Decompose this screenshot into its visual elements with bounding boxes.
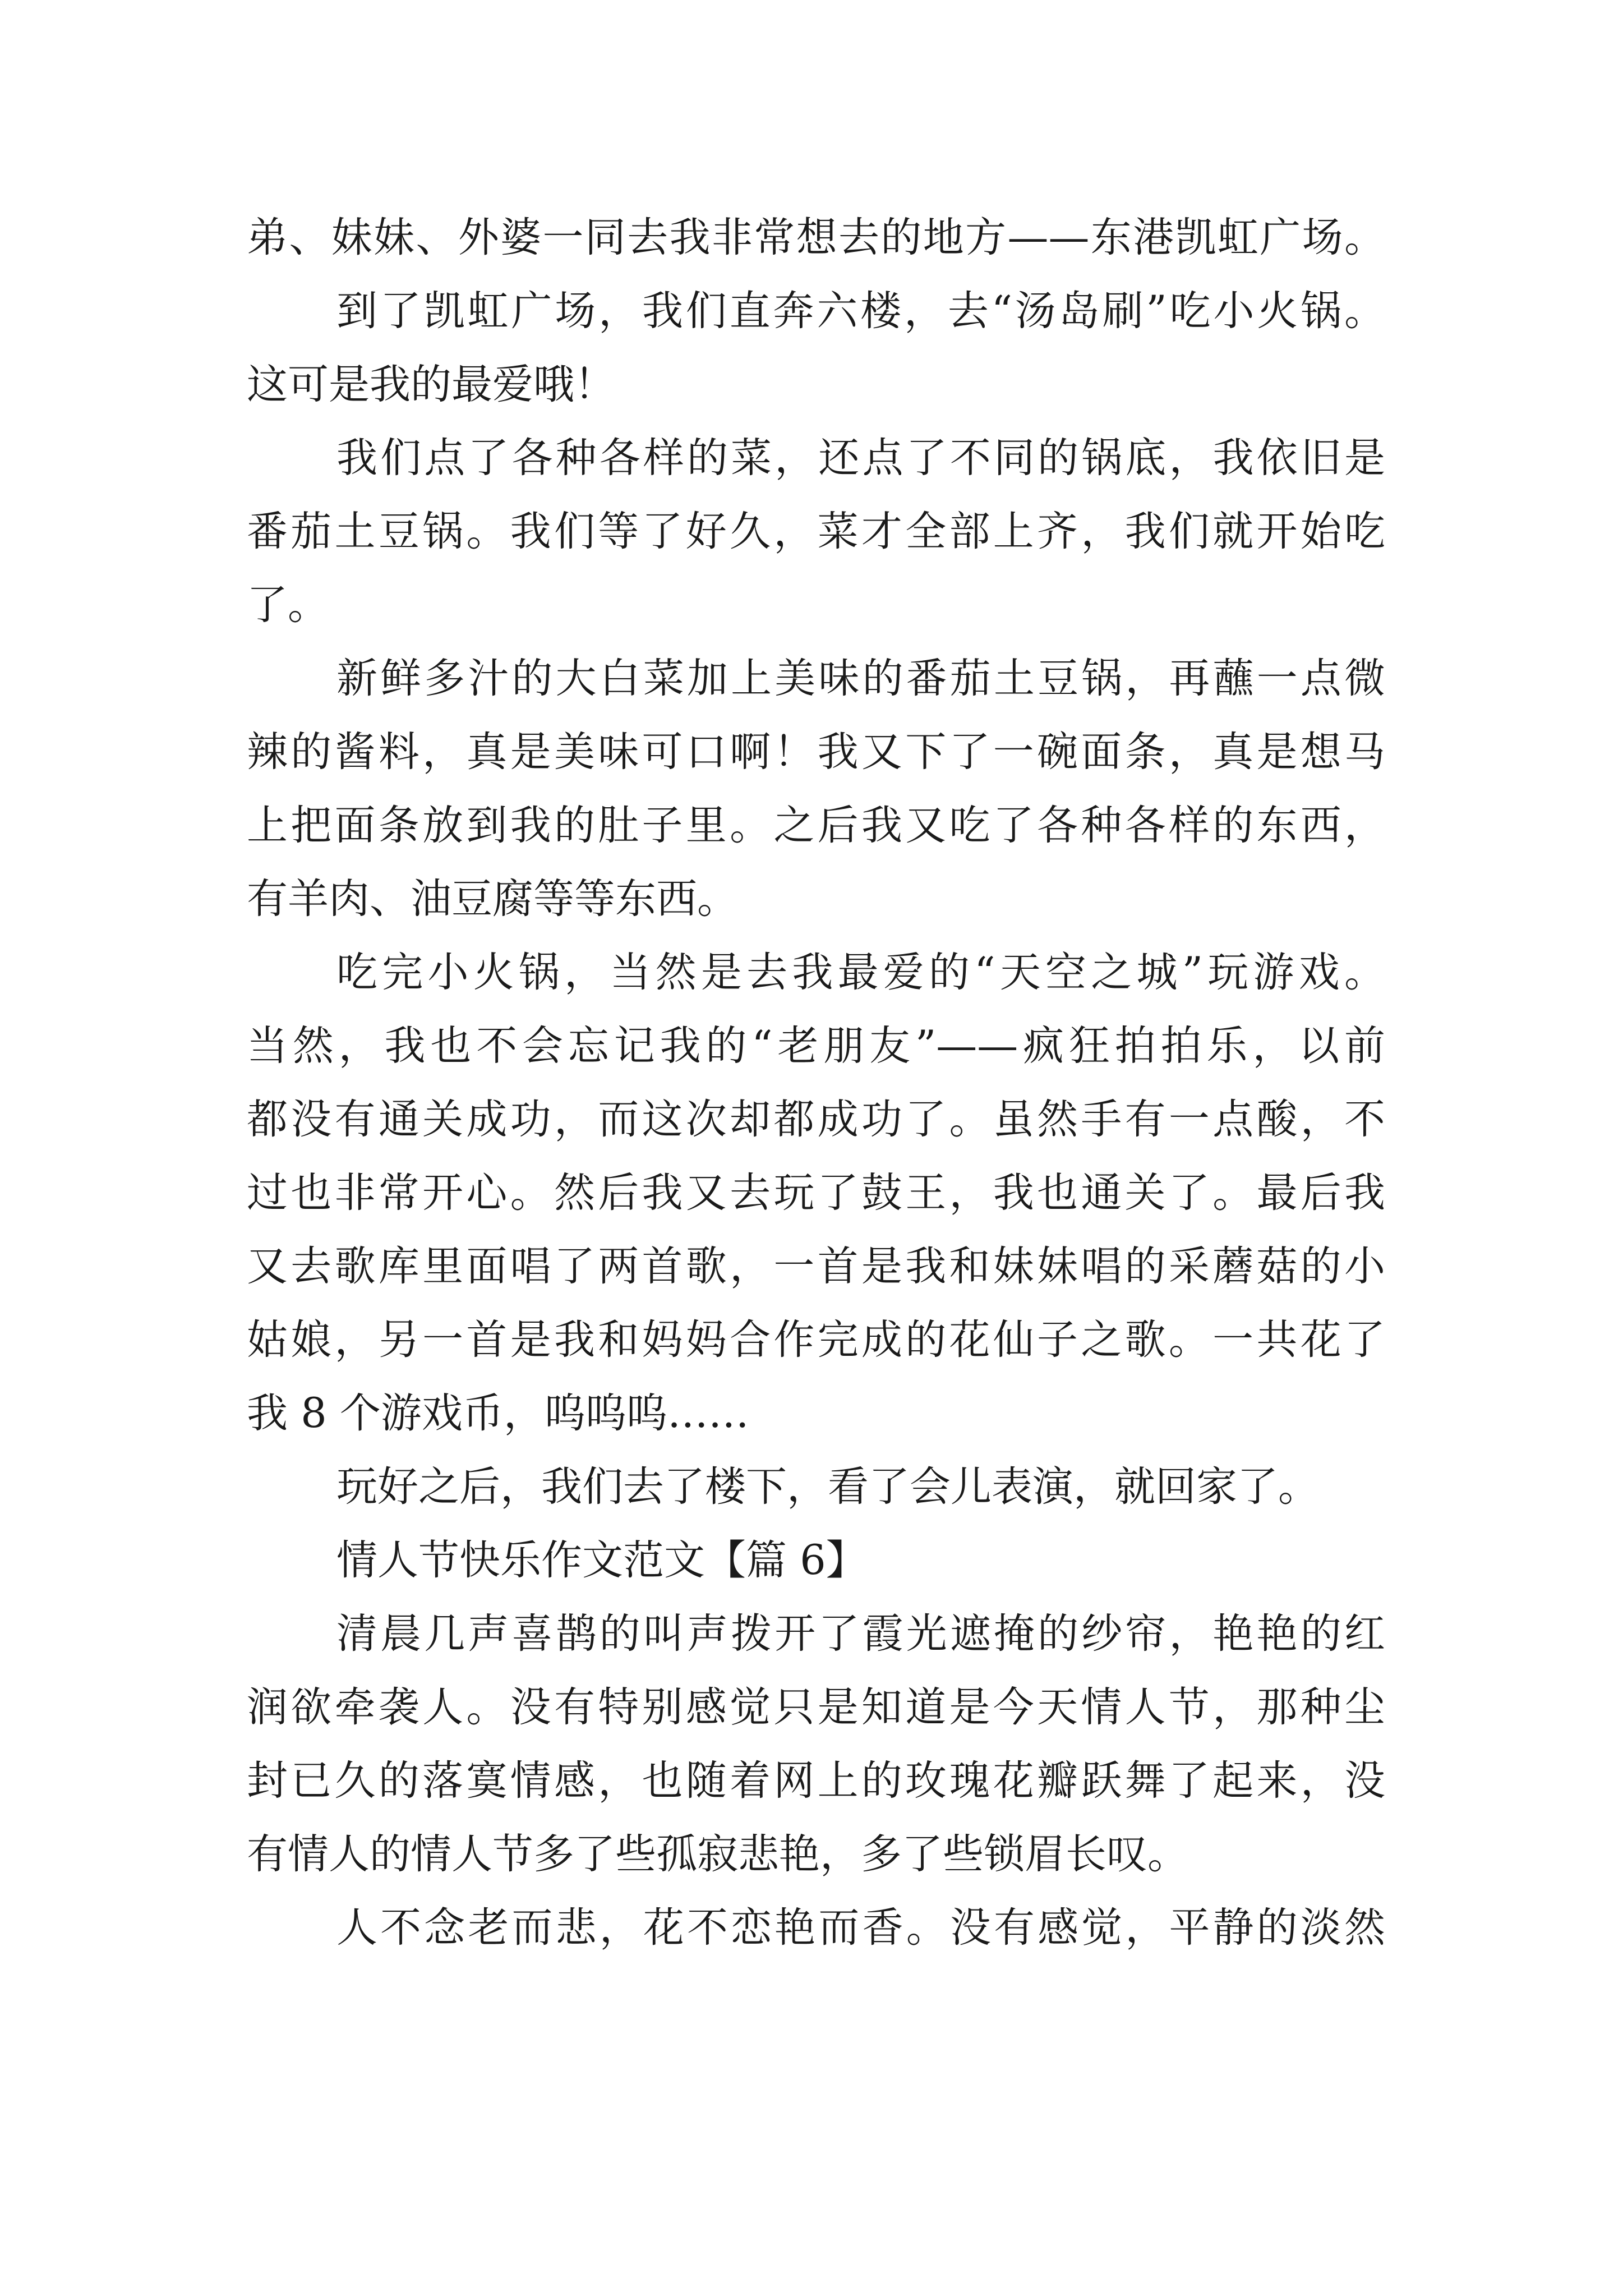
section-heading: 情人节快乐作文范文【篇 6】 [336, 1536, 867, 1584]
text-line: 吃完小火锅，当然是去我最爱的“天空之城”玩游戏。 [336, 949, 1385, 996]
text-line: 玩好之后，我们去了楼下，看了会儿表演，就回家了。 [336, 1463, 1319, 1511]
text-line: 我 8 个游戏币，呜呜呜…… [247, 1389, 749, 1437]
text-line: 润欲牵袭人。没有特别感觉只是知道是今天情人节，那种尘 [247, 1683, 1385, 1731]
text-line: 当然，我也不会忘记我的“老朋友”——疯狂拍拍乐，以前 [247, 1022, 1385, 1070]
text-line: 弟、妹妹、外婆一同去我非常想去的地方——东港凯虹广场。 [247, 214, 1385, 261]
text-line: 这可是我的最爱哦！ [247, 361, 615, 408]
text-line: 又去歌库里面唱了两首歌，一首是我和妹妹唱的采蘑菇的小 [247, 1243, 1385, 1290]
text-line: 有情人的情人节多了些孤寂悲艳，多了些锁眉长叹。 [247, 1830, 1188, 1878]
text-line: 辣的酱料，真是美味可口啊！我又下了一碗面条，真是想马 [247, 728, 1385, 776]
text-line: 番茄土豆锅。我们等了好久，菜才全部上齐，我们就开始吃 [247, 508, 1385, 555]
text-line: 到了凯虹广场，我们直奔六楼，去“汤岛刷”吃小火锅。 [336, 287, 1385, 335]
text-line: 姑娘，另一首是我和妈妈合作完成的花仙子之歌。一共花了 [247, 1316, 1385, 1364]
text-line: 上把面条放到我的肚子里。之后我又吃了各种各样的东西， [247, 802, 1385, 849]
text-line: 都没有通关成功，而这次却都成功了。虽然手有一点酸，不 [247, 1096, 1385, 1143]
text-line: 封已久的落寞情感，也随着网上的玫瑰花瓣跃舞了起来，没 [247, 1757, 1385, 1805]
text-line: 了。 [247, 581, 329, 629]
text-line: 人不念老而悲，花不恋艳而香。没有感觉，平静的淡然 [336, 1904, 1385, 1952]
text-line: 过也非常开心。然后我又去玩了鼓王，我也通关了。最后我 [247, 1169, 1385, 1217]
text-line: 清晨几声喜鹊的叫声拨开了霞光遮掩的纱帘，艳艳的红 [336, 1610, 1385, 1658]
text-line: 有羊肉、油豆腐等等东西。 [247, 875, 738, 923]
text-line: 新鲜多汁的大白菜加上美味的番茄土豆锅，再蘸一点微 [336, 655, 1385, 702]
text-line: 我们点了各种各样的菜，还点了不同的锅底，我依旧是 [336, 434, 1385, 482]
document-body [247, 201, 1385, 1964]
